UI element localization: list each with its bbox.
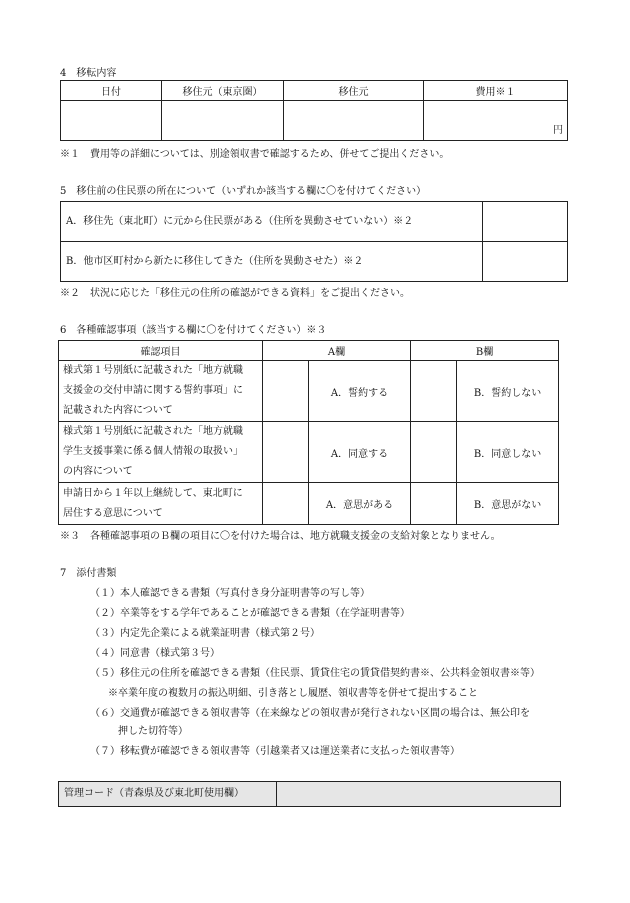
residence-table (60, 201, 568, 282)
confirmation-item-text: 様式第１号別紙に記載された「地方就職 学生支援事業に係る個人情報の取扱い」 の内容について (59, 422, 263, 483)
transfer-table (60, 80, 568, 141)
attachment-item: （１）本人確認できる書類（写真付き身分証明書等の写し等） (90, 588, 370, 599)
option-a-label: A．同意する (309, 422, 411, 483)
confirmation-table (58, 340, 559, 525)
date-cell[interactable] (61, 101, 162, 141)
residence-check-b[interactable] (483, 242, 568, 282)
attachment-item: （６）交通費が確認できる領収書等（在来線などの領収書が発行されない区間の場合は、無公印を (90, 708, 530, 719)
confirmation-item-text: 申請日から１年以上継続して、東北町に 居住する意思について (59, 483, 263, 525)
section-7-title: 7 添付書類 (60, 568, 117, 579)
attachment-item: （７）移転費が確認できる領収書等（引越業者又は運送業者に支払った領収書等） (90, 746, 460, 757)
residence-option-b: B．他市区町村から新たに移住してきた（住所を異動させた）※２ (61, 242, 483, 282)
attachment-item: （２）卒業等をする学年であることが確認できる書類（在学証明書等） (90, 608, 410, 619)
section-6-note: ※３ 各種確認事項のＢ欄の項目に〇を付けた場合は、地方就職支援金の支給対象となりません。 (60, 531, 501, 542)
residence-check-a[interactable] (483, 202, 568, 242)
check-cell-a[interactable] (263, 361, 309, 422)
header-cost: 費用※１ (424, 81, 568, 101)
attachment-item-continued: 押した切符等） (118, 726, 188, 737)
option-a-label: A．意思がある (309, 483, 411, 525)
confirmation-item-text: 様式第１号別紙に記載された「地方就職 支援金の交付申請に関する誓約事項」に 記載された内容について (59, 361, 263, 422)
management-code-field (277, 782, 561, 807)
option-b-label: B．意思がない (457, 483, 559, 525)
yen-unit: 円 (553, 125, 563, 136)
management-code-label: 管理コード（青森県及び東北町使用欄） (59, 782, 277, 807)
header-column-b: B欄 (411, 341, 559, 361)
check-cell-a[interactable] (263, 422, 309, 483)
attachment-subnote: ※卒業年度の複数月の振込明細、引き落とし履歴、領収書等を併せて提出すること (108, 688, 478, 699)
attachment-item: （４）同意書（様式第３号） (90, 648, 220, 659)
attachment-item: （５）移住元の住所を確認できる書類（住民票、賃貸住宅の賃貸借契約書※、公共料金領収書※等） (90, 668, 540, 679)
origin-tokyo-cell[interactable] (162, 101, 284, 141)
header-confirmation-item: 確認項目 (59, 341, 263, 361)
header-origin-tokyo: 移住元（東京圏） (162, 81, 284, 101)
cost-cell[interactable] (424, 101, 568, 141)
option-a-label: A．誓約する (309, 361, 411, 422)
attachment-item: （３）内定先企業による就業証明書（様式第２号） (90, 628, 320, 639)
table-row (59, 483, 559, 525)
section-4-note: ※１ 費用等の詳細については、別途領収書で確認するため、併せてご提出ください。 (60, 149, 450, 160)
residence-option-a: A．移住先（東北町）に元から住民票がある（住所を異動させていない）※２ (61, 202, 483, 242)
table-row (59, 422, 559, 483)
header-date: 日付 (61, 81, 162, 101)
section-5-title: 5 移住前の住民票の所在について（いずれか該当する欄に〇を付けてください） (60, 186, 427, 197)
check-cell-b[interactable] (411, 483, 457, 525)
option-b-label: B．同意しない (457, 422, 559, 483)
management-code-table (58, 781, 561, 807)
origin-cell[interactable] (284, 101, 424, 141)
section-5-note: ※２ 状況に応じた「移住元の住所の確認ができる資料」をご提出ください。 (60, 288, 410, 299)
check-cell-b[interactable] (411, 361, 457, 422)
option-b-label: B．誓約しない (457, 361, 559, 422)
header-column-a: A欄 (263, 341, 411, 361)
section-6-title: 6 各種確認事項（該当する欄に〇を付けてください）※３ (60, 325, 327, 336)
section-4-title: 4 移転内容 (60, 68, 117, 79)
table-row (59, 361, 559, 422)
check-cell-b[interactable] (411, 422, 457, 483)
header-origin: 移住元 (284, 81, 424, 101)
check-cell-a[interactable] (263, 483, 309, 525)
